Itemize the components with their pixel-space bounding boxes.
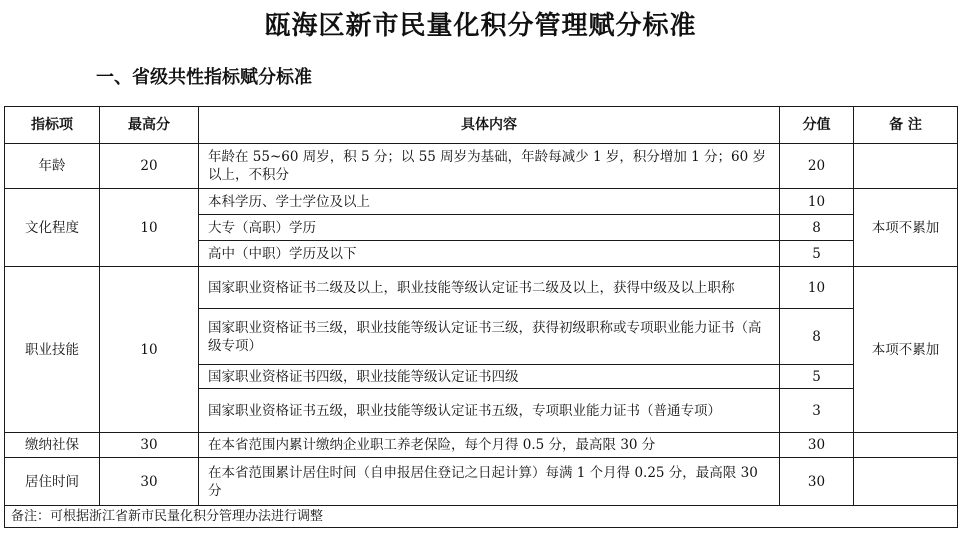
max-score-cell: 10: [100, 189, 199, 267]
item-cell: 缴纳社保: [5, 433, 100, 458]
remark-cell: [854, 144, 958, 189]
content-cell: 年龄在 55~60 周岁，积 5 分；以 55 周岁为基础，年龄每减少 1 岁，积分增加 1 分；60 岁以上，不积分: [199, 144, 780, 189]
score-cell: 8: [780, 309, 854, 365]
header-item: 指标项: [5, 107, 100, 144]
page-title: 瓯海区新市民量化积分管理赋分标准: [264, 11, 697, 41]
max-score-cell: 30: [100, 458, 199, 506]
score-cell: 30: [780, 458, 854, 506]
remark-cell: 本项不累加: [854, 267, 958, 433]
score-cell: 10: [780, 267, 854, 309]
score-cell: 5: [780, 365, 854, 389]
table-note: 备注：可根据浙江省新市民量化积分管理办法进行调整: [5, 506, 958, 528]
remark-cell: [854, 433, 958, 458]
item-cell: 年龄: [5, 144, 100, 189]
score-cell: 20: [780, 144, 854, 189]
content-cell: 在本省范围内累计缴纳企业职工养老保险，每个月得 0.5 分，最高限 30 分: [199, 433, 780, 458]
content-cell: 在本省范围累计居住时间（自申报居住登记之日起计算）每满 1 个月得 0.25 分，最高限 30 分: [199, 458, 780, 506]
item-cell: 职业技能: [5, 267, 100, 433]
header-remark: 备 注: [854, 107, 958, 144]
max-score-cell: 20: [100, 144, 199, 189]
score-cell: 8: [780, 215, 854, 241]
table-row: [5, 267, 958, 309]
content-cell: 国家职业资格证书二级及以上，职业技能等级认定证书二级及以上，获得中级及以上职称: [199, 267, 780, 309]
remark-cell: [854, 458, 958, 506]
content-cell: 大专（高职）学历: [199, 215, 780, 241]
max-score-cell: 10: [100, 267, 199, 433]
content-cell: 高中（中职）学历及以下: [199, 241, 780, 267]
table-row: [5, 433, 958, 458]
item-cell: 居住时间: [5, 458, 100, 506]
table-row: [5, 144, 958, 189]
table-header-row: [5, 107, 958, 144]
content-cell: 国家职业资格证书五级，职业技能等级认定证书五级，专项职业能力证书（普通专项）: [199, 389, 780, 433]
max-score-cell: 30: [100, 433, 199, 458]
header-max-score: 最高分: [100, 107, 199, 144]
score-cell: 3: [780, 389, 854, 433]
score-cell: 10: [780, 189, 854, 215]
section-heading: 一、省级共性指标赋分标准: [96, 67, 312, 88]
remark-cell: 本项不累加: [854, 189, 958, 267]
content-cell: 国家职业资格证书三级，职业技能等级认定证书三级，获得初级职称或专项职业能力证书（高级专项）: [199, 309, 780, 365]
scoring-table: [4, 106, 958, 528]
note-row: [5, 506, 958, 528]
table-row: [5, 458, 958, 506]
content-cell: 本科学历、学士学位及以上: [199, 189, 780, 215]
table-row: [5, 189, 958, 215]
score-cell: 5: [780, 241, 854, 267]
header-score: 分值: [780, 107, 854, 144]
score-cell: 30: [780, 433, 854, 458]
header-content: 具体内容: [199, 107, 780, 144]
item-cell: 文化程度: [5, 189, 100, 267]
content-cell: 国家职业资格证书四级，职业技能等级认定证书四级: [199, 365, 780, 389]
